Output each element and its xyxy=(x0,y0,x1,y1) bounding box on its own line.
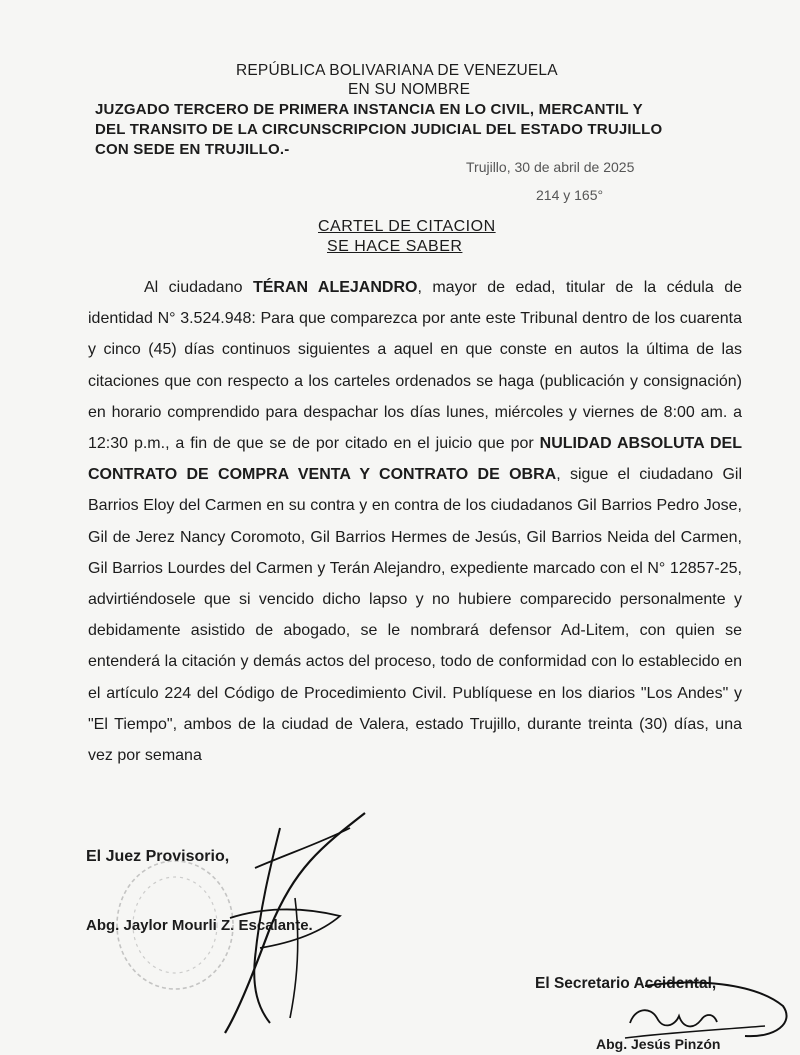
case-type: NULIDAD ABSOLUTA DEL CONTRATO DE COMPRA VENTA Y CONTRATO DE OBRA xyxy=(88,435,743,484)
judge-title: El Juez Provisorio, xyxy=(86,848,230,865)
header-line-court: JUZGADO TERCERO DE PRIMERA INSTANCIA EN LO CIVIL, MERCANTIL Y xyxy=(95,101,643,118)
reference-years: 214 y 165° xyxy=(536,187,604,203)
citation-body xyxy=(88,272,742,771)
document-title: CARTEL DE CITACION xyxy=(318,218,496,235)
secretary-name: Abg. Jesús Pinzón xyxy=(596,1036,721,1052)
secretary-title: El Secretario Accidental, xyxy=(535,975,717,992)
defendant-name: TÉRAN ALEJANDRO xyxy=(252,279,418,296)
dateline: Trujillo, 30 de abril de 2025 xyxy=(466,159,635,175)
document-subtitle: SE HACE SABER xyxy=(327,238,463,255)
header-line-republic: REPÚBLICA BOLIVARIANA DE VENEZUELA xyxy=(236,62,558,79)
body-main-text: , mayor de edad, titular de la cédula de identidad N° 3.524.948: Para que comparezca por ante este Tribunal dentro de los cuarenta y cinco (45) días continuos siguientes a aquel en que conste en autos la última de las citaciones que con respecto a los carteles ordenados se haga (publicación y consignación) en horario comprendido para despachar los días lunes, miércoles y viernes de 8:00 am. a 12:30 p.m., a fin de que se de por citado en el juicio que por xyxy=(88,279,742,453)
header-line-sede: CON SEDE EN TRUJILLO.- xyxy=(95,141,290,158)
secretary-signature-icon xyxy=(605,978,795,1053)
body-intro-text: Al ciudadano xyxy=(144,279,253,296)
judge-signature-icon xyxy=(200,808,390,1038)
header-line-circunscripcion: DEL TRANSITO DE LA CIRCUNSCRIPCION JUDICIAL DEL ESTADO TRUJILLO xyxy=(95,121,663,138)
header-line-nombre: EN SU NOMBRE xyxy=(348,81,471,98)
body-closing-text: , sigue el ciudadano Gil Barrios Eloy del Carmen en su contra y en contra de los ciudadanos Gil Barrios Pedro Jose, Gil de Jerez Nancy Coromoto, Gil Barrios Hermes de Jesús, Gil Barrios Neida del Carmen, Gil Barrios Lourdes del Carmen y Terán Alejandro, expediente marcado con el N° 12857-25, advirtiéndosele que si vencido dicho lapso y no hubiere comparecido personalmente y debidamente asistido de abogado, se le nombrará defensor Ad-Litem, con quien se entenderá la citación y demás actos del proceso, todo de conformidad con lo establecido en el artículo 224 del Código de Procedimiento Civil. Publíquese en los diarios "Los Andes" y "El Tiempo", ambos de la ciudad de Valera, estado Trujillo, durante treinta (30) días, una vez por semana xyxy=(88,466,743,765)
judge-name: Abg. Jaylor Mourli Z. Escalante. xyxy=(86,917,313,934)
